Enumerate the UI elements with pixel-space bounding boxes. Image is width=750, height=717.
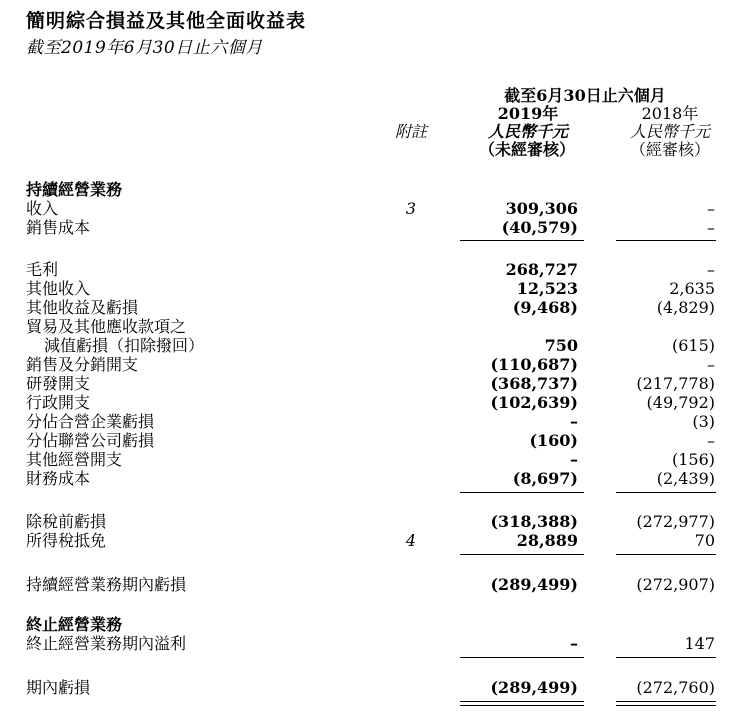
note-header: 附註 (394, 122, 427, 141)
row-label: 銷售及分銷開支 (26, 355, 139, 374)
row-value-2019: – (570, 450, 578, 469)
row-value-2018: – (707, 431, 715, 450)
col2018-year: 2018年 (641, 104, 699, 123)
row-note: 4 (405, 531, 417, 550)
row-value-2019: (160) (529, 431, 578, 450)
row-label: 終止經營業務期內溢利 (26, 634, 187, 653)
row-value-2018: (217,778) (636, 374, 715, 393)
total-double-rule (616, 701, 716, 706)
row-value-2018: (272,977) (636, 512, 715, 531)
row-value-2019: 12,523 (516, 279, 578, 298)
row-value-2019: (102,639) (490, 393, 578, 412)
row-value-2018: (49,792) (646, 393, 715, 412)
row-label: 持續經營業務期內虧損 (26, 575, 187, 594)
subtotal-rule (460, 657, 584, 658)
row-value-2018: – (707, 260, 715, 279)
row-value-2019: (289,499) (490, 678, 578, 697)
row-label: 所得稅抵免 (26, 531, 107, 550)
row-label: 收入 (26, 199, 59, 218)
col2018-status: （經審核） (629, 140, 710, 159)
row-label: 貿易及其他應收款項之 (26, 317, 187, 336)
col2019-year: 2019年 (497, 104, 559, 123)
row-label: 分佔聯營公司虧損 (26, 431, 155, 450)
subtotal-rule (460, 554, 584, 555)
subtotal-rule (616, 240, 716, 241)
row-value-2018: – (707, 355, 715, 374)
subtotal-rule (460, 492, 584, 493)
row-value-2019: (40,579) (501, 218, 578, 237)
row-value-2019: (9,468) (512, 298, 578, 317)
row-value-2019: 309,306 (505, 199, 578, 218)
row-label: 其他經營開支 (26, 450, 123, 469)
row-value-2019: – (570, 634, 578, 653)
col2019-currency: 人民幣千元 (487, 122, 568, 141)
row-value-2019: (8,697) (512, 469, 578, 488)
subtotal-rule (616, 657, 716, 658)
row-value-2018: (156) (671, 450, 715, 469)
subtotal-rule (460, 240, 584, 241)
row-label: 除稅前虧損 (26, 512, 107, 531)
section-discontinued: 終止經營業務 (26, 615, 123, 634)
row-note: 3 (405, 199, 417, 218)
row-value-2019: 268,727 (505, 260, 578, 279)
row-label: 其他收入 (26, 279, 91, 298)
row-value-2019: (289,499) (490, 575, 578, 594)
row-label: 財務成本 (26, 469, 91, 488)
row-value-2019: 28,889 (516, 531, 578, 550)
row-label: 研發開支 (26, 374, 91, 393)
row-value-2018: (2,439) (656, 469, 715, 488)
row-value-2019: (368,737) (490, 374, 578, 393)
row-value-2019: (318,388) (490, 512, 578, 531)
subtotal-rule (616, 554, 716, 555)
section-continuing: 持續經營業務 (26, 180, 123, 199)
statement-subtitle: 截至2019年6月30日止六個月 (26, 38, 263, 58)
row-value-2018: 2,635 (669, 279, 715, 298)
row-value-2019: (110,687) (490, 355, 578, 374)
row-value-2019: 750 (544, 336, 578, 355)
row-value-2018: (3) (692, 412, 715, 431)
period-header: 截至6月30日止六個月 (504, 86, 666, 105)
row-value-2018: 70 (694, 531, 715, 550)
row-value-2018: – (707, 199, 715, 218)
row-value-2018: (615) (671, 336, 715, 355)
row-label: 其他收益及虧損 (26, 298, 139, 317)
row-label: 期內虧損 (26, 678, 91, 697)
row-label: 行政開支 (26, 393, 91, 412)
row-label: 毛利 (26, 260, 59, 279)
row-label: 分佔合營企業虧損 (26, 412, 155, 431)
row-value-2018: (272,907) (636, 575, 715, 594)
col2018-currency: 人民幣千元 (629, 122, 710, 141)
col2019-status: （未經審核） (478, 140, 575, 159)
row-label: 減值虧損（扣除撥回） (44, 336, 205, 355)
total-double-rule (460, 701, 584, 706)
row-label: 銷售成本 (26, 218, 91, 237)
row-value-2018: – (707, 218, 715, 237)
subtotal-rule (616, 492, 716, 493)
row-value-2018: (4,829) (656, 298, 715, 317)
row-value-2019: – (570, 412, 578, 431)
row-value-2018: (272,760) (636, 678, 715, 697)
statement-title: 簡明綜合損益及其他全面收益表 (26, 10, 307, 32)
row-value-2018: 147 (684, 634, 715, 653)
